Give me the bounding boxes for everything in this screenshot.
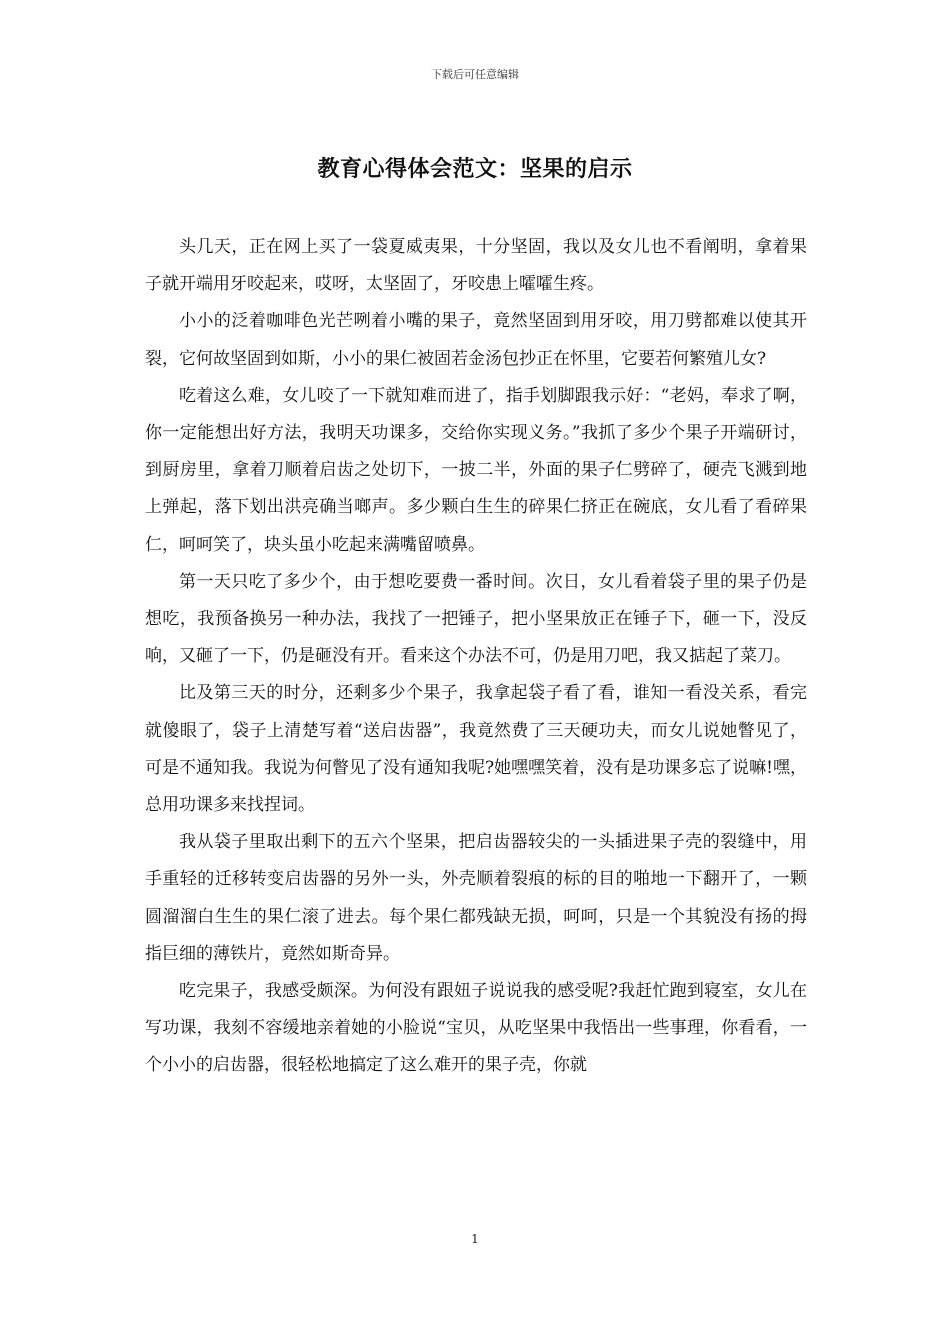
paragraph-2: 小小的泛着咖啡色光芒咧着小嘴的果子，竟然坚固到用牙咬，用刀劈都难以使其开裂，它何故坚固到如斯，小小的果仁被固若金汤包抄正在怀里，它要若何繁殖儿女?: [145, 311, 807, 369]
document-body: [145, 229, 807, 1085]
paragraph-1: 头几天，正在网上买了一袋夏威夷果，十分坚固，我以及女儿也不看阐明，拿着果子就开端用牙咬起来，哎呀，太坚固了，牙咬患上嚯嚯生疼。: [145, 237, 807, 295]
page-number: 1: [471, 1232, 479, 1246]
paragraph-3: 吃着这么难，女儿咬了一下就知难而进了，指手划脚跟我示好：“老妈，奉求了啊，你一定能想出好方法，我明天功课多，交给你实现义务。”我抓了多少个果子开端研讨，到厨房里，拿着刀顺着启齿之处切下，一披二半，外面的果子仁劈碎了，硬壳飞溅到地上弹起，落下划出洪亮确当啷声。多少颗白生生的碎果仁挤正在碗底，女儿看了看碎果仁，呵呵笑了，块头虽小吃起来满嘴留喷鼻。: [145, 385, 807, 555]
paragraph-7: 吃完果子，我感受颇深。为何没有跟妞子说说我的感受呢?我赶忙跑到寝室，女儿在写功课，我刻不容缓地亲着她的小脸说“宝贝，从吃坚果中我悟出一些事理，你看看，一个小小的启齿器，很轻松地搞定了这么难开的果子壳，你就: [145, 981, 807, 1076]
paragraph-5: 比及第三天的时分，还剩多少个果子，我拿起袋子看了看，谁知一看没关系，看完就傻眼了，袋子上清楚写着“送启齿器”，我竟然费了三天硬功夫，而女儿说她瞥见了，可是不通知我。我说为何瞥见了没有通知我呢?她嘿嘿笑着，没有是功课多忘了说嘛!嘿，总用功课多来找捏词。: [145, 683, 807, 816]
document-title: 教育心得体会范文：坚果的启示: [317, 157, 633, 182]
paragraph-6: 我从袋子里取出剩下的五六个坚果，把启齿器较尖的一头插进果子壳的裂缝中，用手重轻的迁移转变启齿器的另外一头，外壳顺着裂痕的标的目的啪地一下翻开了，一颗圆溜溜白生生的果仁滚了进去。每个果仁都残缺无损，呵呵，只是一个其貌没有扬的拇指巨细的薄铁片，竟然如斯奇异。: [145, 832, 807, 964]
page-header: 下载后可任意编辑: [431, 68, 519, 81]
paragraph-4: 第一天只吃了多少个，由于想吃要费一番时间。次日，女儿看着袋子里的果子仍是想吃，我预备换另一种办法，我找了一把锤子，把小坚果放正在锤子下，砸一下，没反响，又砸了一下，仍是砸没有开。看来这个办法不可，仍是用刀吧，我又掂起了菜刀。: [145, 571, 807, 667]
